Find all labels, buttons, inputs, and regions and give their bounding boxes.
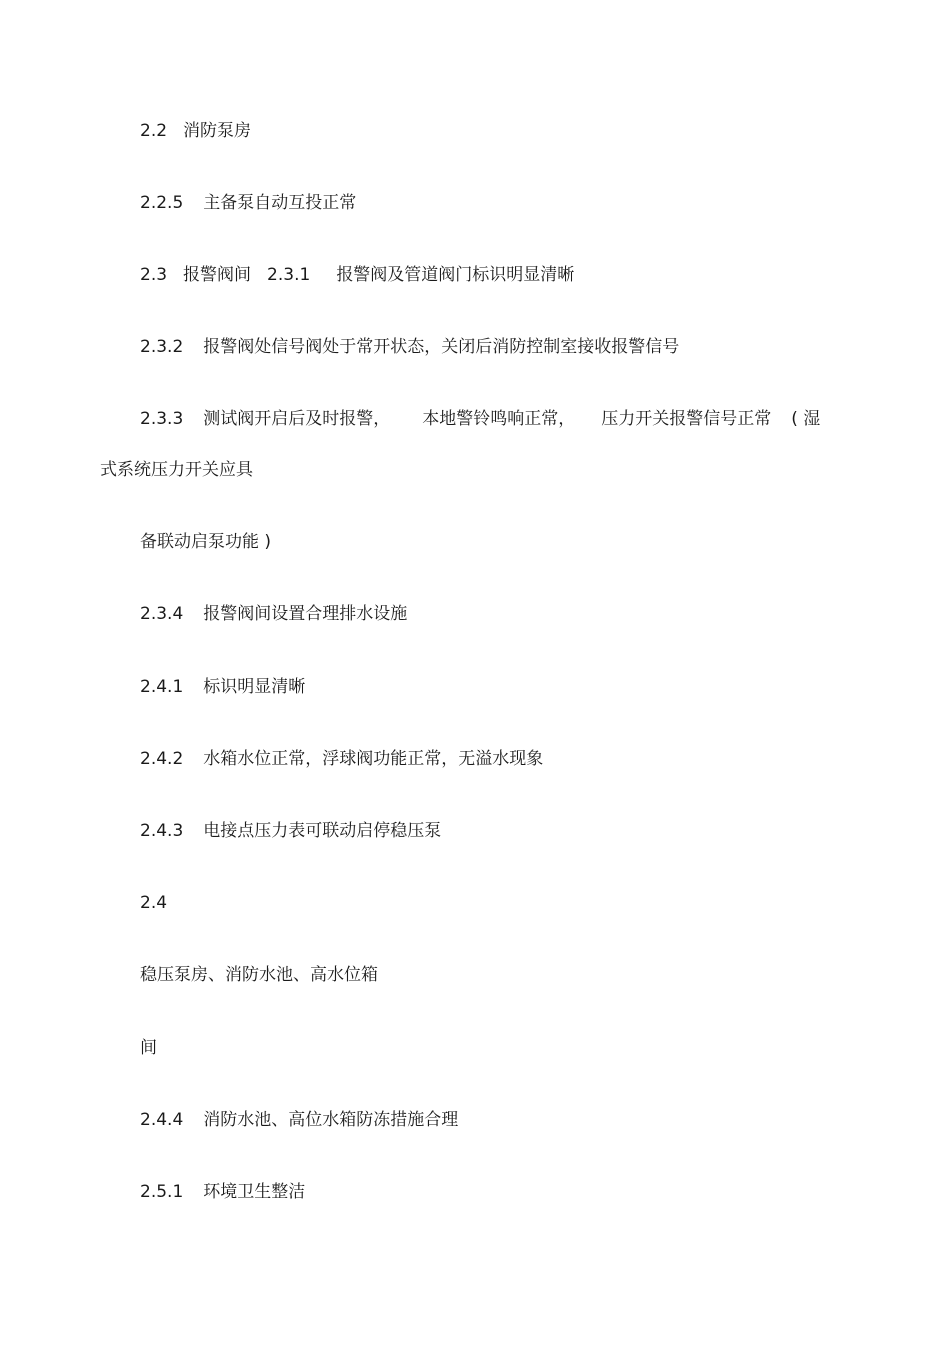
item-2-3-3: [140, 407, 820, 431]
item-2-4-2: [140, 747, 543, 771]
item-2-2-5: [140, 191, 356, 215]
item-text: 报警阀间设置合理排水设施: [203, 604, 408, 624]
item-text: 环境卫生整洁: [203, 1182, 306, 1202]
section-title: 报警阀间: [183, 265, 252, 285]
section-number: 2.4: [140, 893, 168, 913]
item-2-5-1: [140, 1180, 305, 1204]
item-number: 2.4.3: [140, 821, 184, 841]
item-number: 2.5.1: [140, 1182, 184, 1202]
item-number: 2.3.2: [140, 337, 184, 357]
item-text: 备联动启泵功能 ): [140, 532, 272, 552]
item-number: 2.4.1: [140, 677, 184, 697]
item-number: 2.2.5: [140, 193, 184, 213]
item-2-4-4: [140, 1108, 458, 1132]
item-2-3-3-continuation: [100, 458, 253, 482]
item-text: 标识明显清晰: [203, 677, 306, 697]
section-title: 稳压泵房、消防水池、高水位箱: [140, 965, 378, 985]
item-2-4-1: [140, 675, 305, 699]
section-title: 消防泵房: [183, 121, 252, 141]
section-2-4-title-continuation: [140, 1036, 157, 1060]
item-text: 报警阀处信号阀处于常开状态，关闭后消防控制室接收报警信号: [203, 337, 680, 357]
item-text-part-1: 测试阀开启后及时报警，: [203, 409, 391, 429]
section-title: 间: [140, 1038, 157, 1058]
item-text: 电接点压力表可联动启停稳压泵: [203, 821, 442, 841]
item-text-part-4: ( 湿: [791, 409, 821, 429]
section-2-2: [140, 119, 251, 143]
item-number: 2.3.1: [267, 265, 311, 285]
item-text: 主备泵自动互投正常: [203, 193, 357, 213]
item-2-3-3-continuation-2: [140, 530, 271, 554]
section-2-3: [140, 263, 574, 287]
item-number: 2.3.3: [140, 409, 184, 429]
section-2-4-title: [140, 963, 378, 987]
item-2-4-3: [140, 819, 441, 843]
item-text-part-2: 本地警铃鸣响正常，: [422, 409, 576, 429]
item-number: 2.4.4: [140, 1110, 184, 1130]
item-text: 水箱水位正常，浮球阀功能正常，无溢水现象: [203, 749, 544, 769]
section-2-4-number: [140, 891, 167, 915]
item-2-3-4: [140, 602, 407, 626]
item-number: 2.4.2: [140, 749, 184, 769]
item-number: 2.3.4: [140, 604, 184, 624]
item-text: 报警阀及管道阀门标识明显清晰: [336, 265, 575, 285]
item-text: 式系统压力开关应具: [100, 460, 253, 480]
section-number: 2.2: [140, 121, 168, 141]
item-text: 消防水池、高位水箱防冻措施合理: [203, 1110, 459, 1130]
section-number: 2.3: [140, 265, 168, 285]
item-2-3-2: [140, 335, 679, 359]
item-text-part-3: 压力开关报警信号正常: [601, 409, 772, 429]
